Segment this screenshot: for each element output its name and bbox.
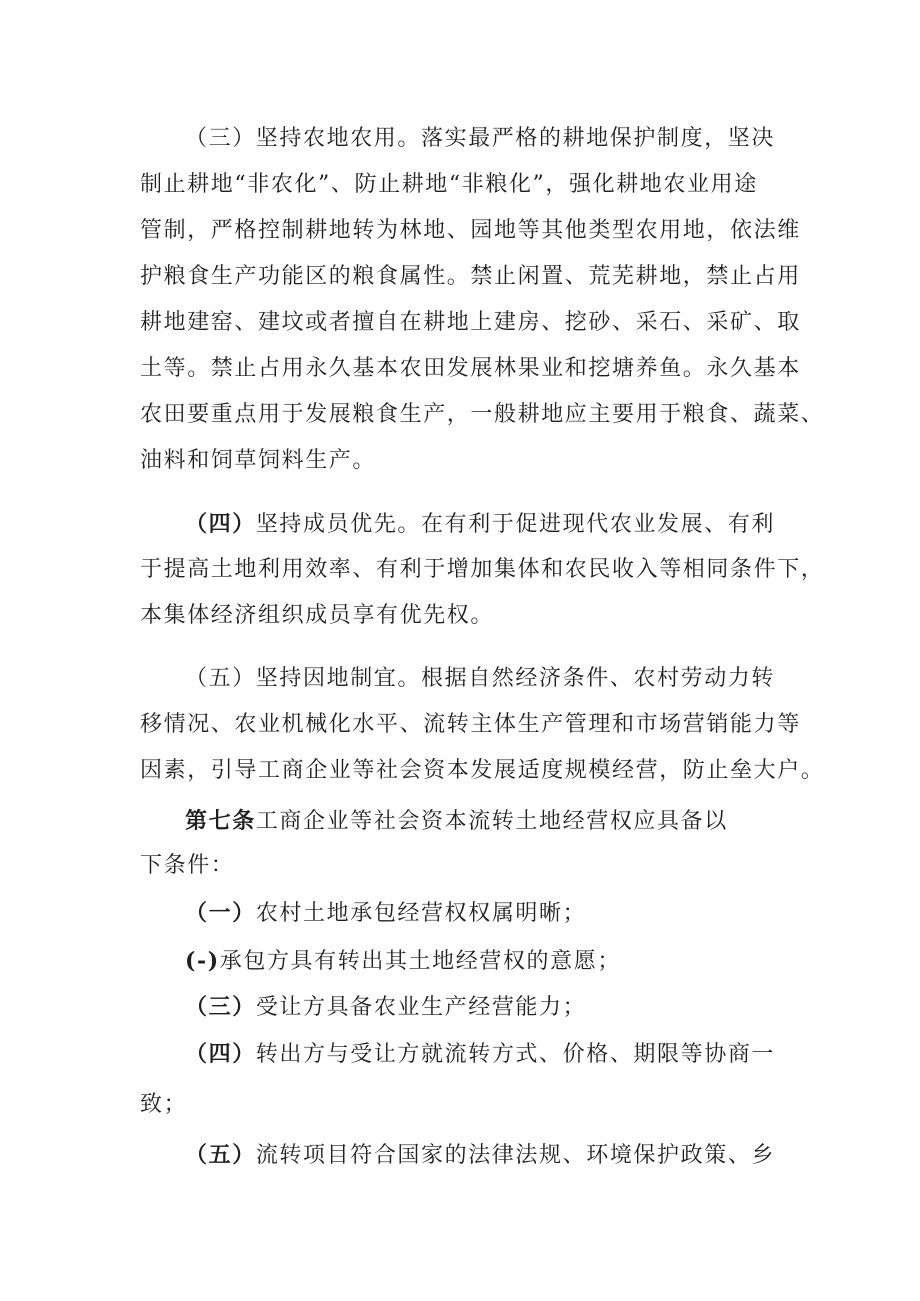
paragraph-3-line-3: 管制，严格控制耕地转为林地、园地等其他类型农用地，依法维 — [140, 218, 801, 243]
condition-5-text: 流转项目符合国家的法律法规、环境保护政策、乡 — [255, 1143, 776, 1168]
paragraph-3-line-4: 护粮食生产功能区的粮食属性。禁止闲置、荒芜耕地，禁止占用 — [140, 264, 801, 289]
condition-3-marker: （三） — [185, 994, 256, 1020]
paragraph-5-line-1: （五）坚持因地制宜。根据自然经济条件、农村劳动力转 — [185, 666, 776, 691]
paragraph-3-line-2: 制止耕地“非农化”、防止耕地“非粮化”，强化耕地农业用途 — [140, 172, 758, 197]
article-7-heading: 第七条 — [185, 808, 256, 834]
paragraph-3-line-5: 耕地建窑、建坟或者擅自在耕地上建房、挖砂、采石、采矿、取 — [140, 310, 801, 335]
paragraph-3-line-7: 农田要重点用于发展粮食生产，一般耕地应主要用于粮食、蔬菜、 — [140, 402, 825, 427]
condition-5-marker: （五） — [185, 1142, 256, 1168]
condition-item-2 — [185, 946, 621, 976]
paragraph-4-line-2: 于提高土地利用效率、有利于增加集体和农民收入等相同条件下， — [140, 557, 825, 582]
paragraph-4-line-1 — [185, 509, 775, 539]
paragraph-3-line-1: （三）坚持农地农用。落实最严格的耕地保护制度，坚决 — [185, 126, 776, 151]
condition-4-line-2: 致； — [140, 1092, 188, 1117]
condition-1-text: 农村土地承包经营权权属明晰； — [255, 901, 587, 926]
condition-2-marker: (-) — [185, 948, 220, 974]
paragraph-5-line-2: 移情况、农业机械化水平、流转主体生产管理和市场营销能力等 — [140, 712, 801, 737]
paragraph-5-line-3: 因素，引导工商企业等社会资本发展适度规模经营，防止垒大户。 — [140, 758, 825, 783]
condition-4-text: 转出方与受让方就流转方式、价格、期限等协商一 — [255, 1042, 776, 1067]
condition-2-text: 承包方具有转出其土地经营权的意愿； — [219, 949, 621, 974]
condition-item-4 — [185, 1039, 775, 1069]
condition-item-1 — [185, 898, 586, 928]
paragraph-4-line-1-text: 坚持成员优先。在有利于促进现代农业发展、有利 — [255, 512, 776, 537]
condition-4-marker: （四） — [185, 1041, 256, 1067]
paragraph-4-marker: （四） — [185, 511, 256, 537]
condition-1-marker: （一） — [185, 900, 256, 926]
article-7-line-2: 下条件： — [140, 853, 235, 878]
paragraph-4-line-3: 本集体经济组织成员享有优先权。 — [140, 603, 495, 628]
condition-item-3 — [185, 992, 586, 1022]
paragraph-3-line-8: 油料和饲草饲料生产。 — [140, 448, 377, 473]
paragraph-3-line-6: 土等。禁止占用永久基本农田发展林果业和挖塘养鱼。永久基本 — [140, 356, 801, 381]
article-7-line-1 — [185, 806, 728, 836]
article-7-line-1-text: 工商企业等社会资本流转土地经营权应具备以 — [255, 809, 728, 834]
condition-3-text: 受让方具备农业生产经营能力； — [255, 995, 587, 1020]
condition-item-5 — [185, 1140, 775, 1170]
